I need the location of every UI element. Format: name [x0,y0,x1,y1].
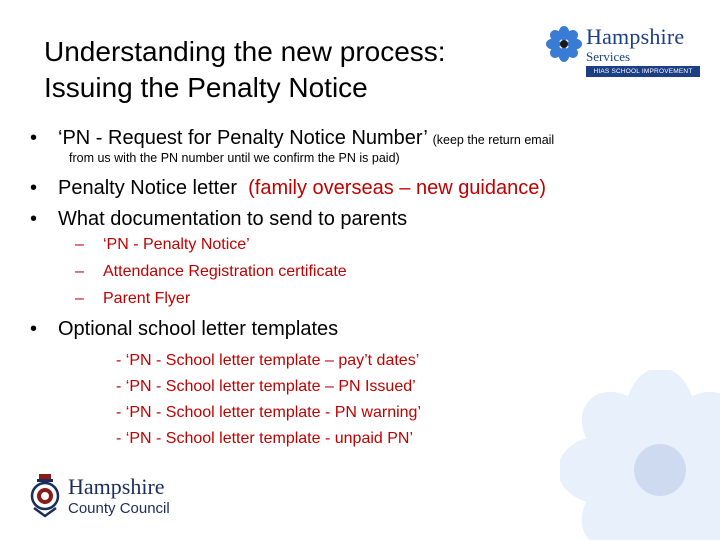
bullet-text: Penalty Notice letter [58,177,237,199]
template-item: - ‘PN - School letter template - unpaid PN’ [116,430,414,447]
dash: – [75,236,84,253]
hampshire-services-logo [546,22,702,78]
template-item: - ‘PN - School letter template – pay’t dates’ [116,352,420,369]
bullet-pn-request [28,126,554,152]
title-line-2: Issuing the Penalty Notice [44,72,368,103]
bullet-text: What documentation to send to parents [58,208,408,230]
dash: – [75,290,84,307]
doc-item-text: Parent Flyer [103,290,191,307]
logo-bar: HIAS SCHOOL IMPROVEMENT [586,66,700,77]
logo-sub: Services [586,49,631,64]
bullet-dot: • [30,127,38,149]
bullet-red-note: (family overseas – new guidance) [248,177,547,199]
bullet-note: (keep the return email [432,133,555,147]
bullet-templates [28,316,338,342]
doc-item [75,236,250,254]
bullet-dot: • [30,318,38,340]
hampshire-county-council-logo [28,472,198,522]
doc-item [75,290,190,308]
bullet-text: Optional school letter templates [58,318,339,340]
bullet-dot: • [30,177,38,199]
decorative-flower-icon [560,370,720,540]
doc-item [75,263,347,281]
flower-icon [546,26,582,62]
bullet-note-continued: from us with the PN number until we confirm the PN is paid) [69,151,400,165]
dash: – [75,263,84,280]
slide-title [44,34,514,106]
crest-icon [28,474,62,518]
template-item: - ‘PN - School letter template - PN warning’ [116,404,421,421]
bullet-documentation [28,206,407,232]
doc-item-text: Attendance Registration certificate [103,263,347,280]
bullet-dot: • [30,208,38,230]
title-line-1: Understanding the new process: [44,36,446,67]
council-sub: County Council [68,500,170,517]
logo-name: Hampshire [586,24,685,49]
bullet-text: ‘PN - Request for Penalty Notice Number’ [58,127,428,149]
council-name: Hampshire [68,474,165,499]
doc-item-text: ‘PN - Penalty Notice’ [103,236,250,253]
bullet-penalty-letter [28,175,546,201]
template-item: - ‘PN - School letter template – PN Issued’ [116,378,416,395]
